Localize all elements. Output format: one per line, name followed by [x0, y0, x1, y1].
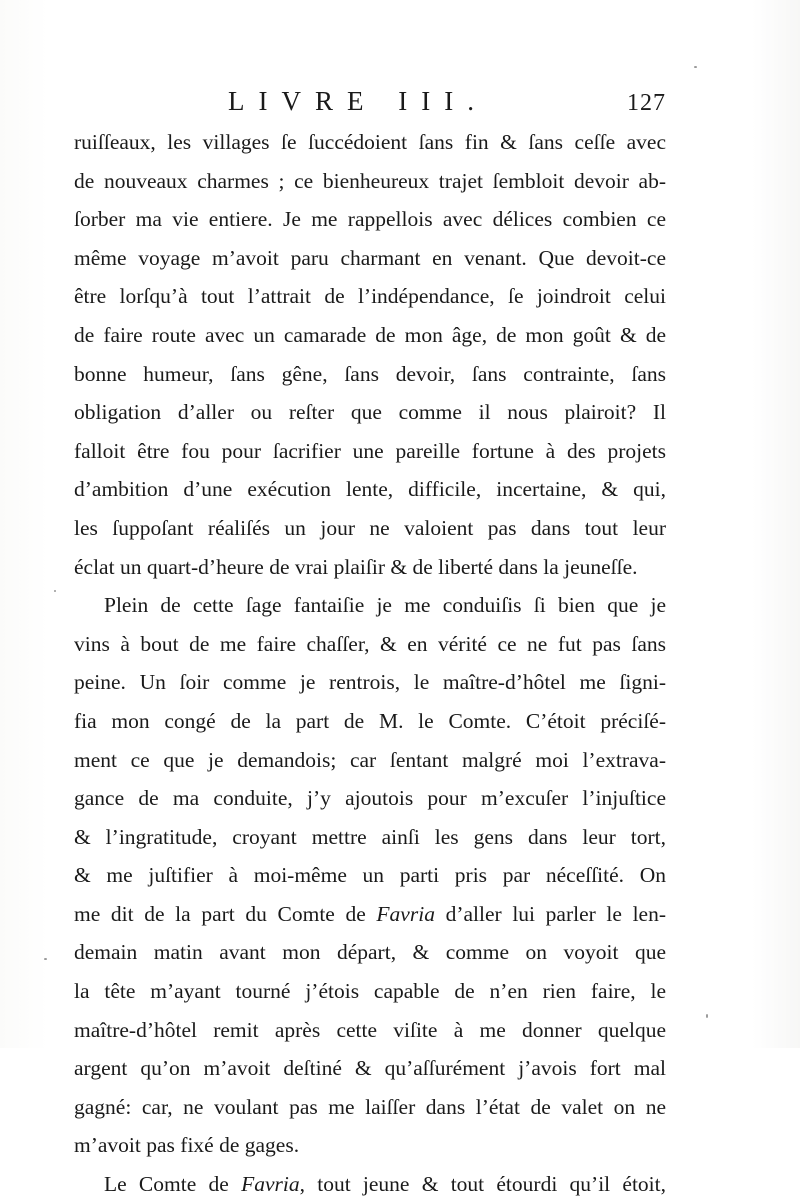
text-segment: gance de ma conduite, j’y ajoutois pour m’excuſer l’injuſtice: [74, 786, 666, 811]
text-segment: ſorber ma vie entiere. Je me rappellois avec délices combien ce: [74, 207, 666, 232]
text-segment: demain matin avant mon départ, & comme on voyoit que: [74, 940, 666, 965]
text-line: [74, 1011, 666, 1050]
text-line: [74, 818, 666, 857]
text-line: [74, 316, 666, 355]
text-line: [74, 702, 666, 741]
text-segment: vins à bout de me faire chaſſer, & en vérité ce ne fut pas ſans: [74, 631, 666, 656]
text-segment: fia mon congé de la part de M. le Comte. C’étoit préciſé-: [74, 708, 666, 733]
text-line: [74, 277, 666, 316]
text-line: [74, 123, 666, 162]
text-line: [74, 933, 666, 972]
text-segment: falloit être fou pour ſacrifier une pareille fortune à des projets: [74, 438, 666, 463]
body-text: [74, 123, 666, 1204]
text-line: [74, 625, 666, 664]
ink-speck: [54, 590, 56, 592]
text-segment: & l’ingratitude, croyant mettre ainſi les gens dans leur tort,: [74, 824, 666, 849]
ink-speck: [706, 1014, 708, 1018]
text-segment: être lorſqu’à tout l’attrait de l’indépendance, ſe joindroit celui: [74, 284, 666, 309]
text-line: [74, 1049, 666, 1088]
text-segment: bonne humeur, ſans gêne, ſans devoir, ſans contrainte, ſans: [74, 361, 666, 386]
text-line: [74, 393, 666, 432]
text-line: [74, 1088, 666, 1127]
text-line: [74, 162, 666, 201]
text-segment: argent qu’on m’avoit deſtiné & qu’aſſurément j’avois fort mal: [74, 1056, 666, 1081]
text-line: [74, 779, 666, 818]
text-segment: me dit de la part du Comte de: [74, 901, 377, 926]
running-title: LIVRE III.: [228, 86, 488, 116]
text-segment: gagné: car, ne voulant pas me laiſſer dans l’état de valet on ne: [74, 1094, 666, 1119]
text-segment: Le Comte de: [104, 1172, 242, 1197]
text-segment: même voyage m’avoit paru charmant en venant. Que devoit-ce: [74, 245, 666, 270]
text-segment: obligation d’aller ou reſter que comme il nous plairoit? Il: [74, 400, 666, 425]
text-line: [74, 432, 666, 471]
text-line: [74, 200, 666, 239]
text-segment: éclat un quart-d’heure de vrai plaiſir & de liberté dans la jeuneſſe.: [74, 554, 638, 579]
text-segment: ment ce que je demandois; car ſentant malgré moi l’extrava-: [74, 747, 666, 772]
text-line: [74, 470, 666, 509]
text-line: [74, 1165, 666, 1204]
text-line: [74, 239, 666, 278]
text-segment: ruiſſeaux, les villages ſe ſuccédoient ſans fin & ſans ceſſe avec: [74, 130, 666, 154]
text-segment: peine. Un ſoir comme je rentrois, le maître-d’hôtel me ſigni-: [74, 670, 666, 695]
text-segment: de faire route avec un camarade de mon âge, de mon goût & de: [74, 322, 666, 347]
text-line: [74, 355, 666, 394]
text-line: [74, 548, 666, 587]
text-segment: maître-d’hôtel remit après cette viſite à me donner quelque: [74, 1017, 666, 1042]
text-segment: de nouveaux charmes ; ce bienheureux trajet ſembloit devoir ab-: [74, 168, 666, 193]
text-line: [74, 856, 666, 895]
text-segment: Plein de cette ſage fantaiſie je me conduiſis ſi bien que je: [104, 593, 666, 618]
text-line: [74, 509, 666, 548]
text-line: [74, 663, 666, 702]
ink-speck: [44, 958, 47, 960]
text-line: [74, 741, 666, 780]
italic-name: Favria: [376, 901, 435, 926]
text-segment: m’avoit pas fixé de gages.: [74, 1133, 300, 1158]
text-segment: les ſuppoſant réaliſés un jour ne valoient pas dans tout leur: [74, 515, 666, 540]
text-line: [74, 586, 666, 625]
text-segment: la tête m’ayant tourné j’étois capable de n’en rien faire, le: [74, 979, 666, 1004]
text-segment: & me juſtifier à moi-même un parti pris par néceſſité. On: [74, 863, 666, 888]
text-line: [74, 1126, 666, 1165]
text-segment: , tout jeune & tout étourdi qu’il étoit,: [299, 1172, 666, 1197]
text-segment: d’ambition d’une exécution lente, difficile, incertaine, & qui,: [74, 477, 666, 502]
page-number: 127: [627, 90, 666, 116]
text-line: [74, 972, 666, 1011]
running-head: [0, 84, 800, 118]
italic-name: Favria: [241, 1172, 300, 1197]
text-segment: d’aller lui parler le len-: [434, 901, 666, 926]
text-line: [74, 895, 666, 934]
ink-speck: [694, 66, 697, 68]
